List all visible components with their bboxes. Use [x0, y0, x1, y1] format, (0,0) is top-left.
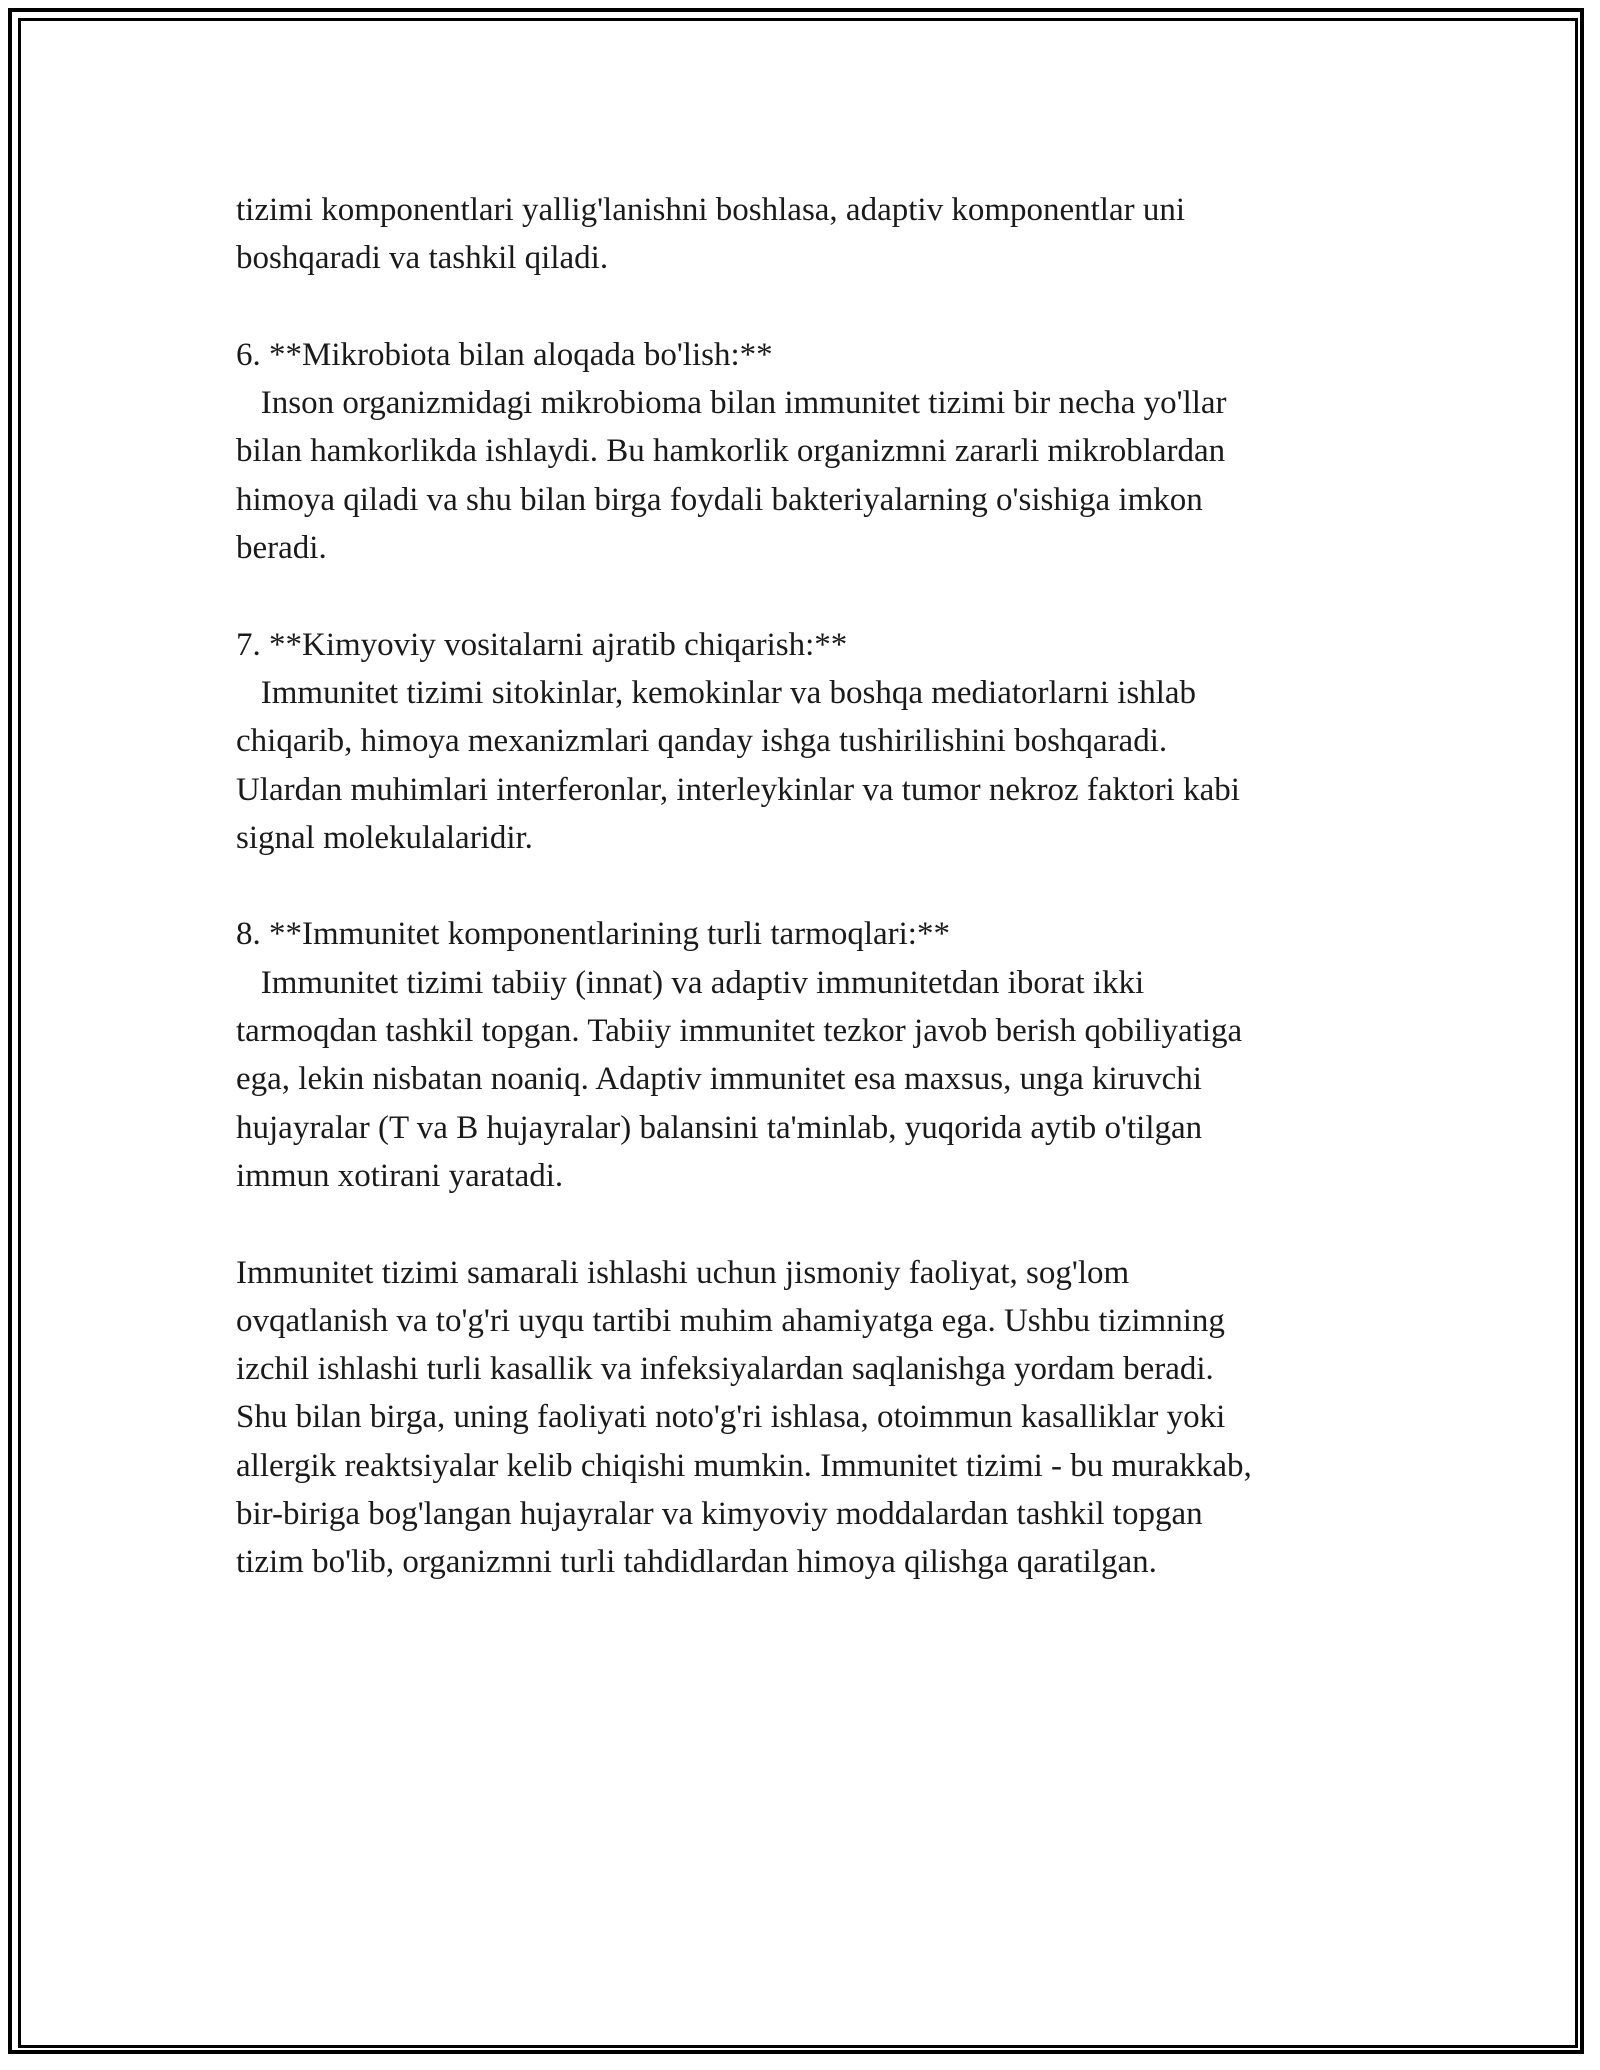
- paragraph-gap: [236, 572, 1396, 620]
- text-line: immun xotirani yaratadi.: [236, 1157, 564, 1194]
- text-line: Immunitet tizimi sitokinlar, kemokinlar va boshqa mediatorlarni ishlab: [236, 674, 1197, 711]
- text-line: allergik reaktsiyalar kelib chiqishi mumkin. Immunitet tizimi - bu murakkab,: [236, 1447, 1252, 1484]
- document-body: [236, 186, 1396, 1587]
- text-line: signal molekulalaridir.: [236, 819, 533, 856]
- paragraph-gap: [236, 283, 1396, 331]
- text-line: izchil ishlashi turli kasallik va infeksiyalardan saqlanishga yordam beradi.: [236, 1351, 1214, 1388]
- text-line: Immunitet tizimi samarali ishlashi uchun jismoniy faoliyat, sog'lom: [236, 1254, 1130, 1291]
- text-line: tizim bo'lib, organizmni turli tahdidlardan himoya qilishga qaratilgan.: [236, 1544, 1157, 1581]
- text-line: ovqatlanish va to'g'ri uyqu tartibi muhim ahamiyatga ega. Ushbu tizimning: [236, 1302, 1225, 1339]
- text-line: boshqaradi va tashkil qiladi.: [236, 240, 609, 277]
- text-line: ega, lekin nisbatan noaniq. Adaptiv immunitet esa maxsus, unga kiruvchi: [236, 1061, 1202, 1098]
- text-line: bilan hamkorlikda ishlaydi. Bu hamkorlik organizmni zararli mikroblardan: [236, 433, 1226, 470]
- section-8: [236, 910, 1396, 1200]
- conclusion-paragraph: [236, 1249, 1396, 1587]
- text-line: beradi.: [236, 530, 327, 567]
- text-line: Shu bilan birga, uning faoliyati noto'g'ri ishlasa, otoimmun kasalliklar yoki: [236, 1399, 1226, 1436]
- text-line: Immunitet tizimi tabiiy (innat) va adaptiv immunitetdan iborat ikki: [236, 964, 1145, 1001]
- paragraph-gap: [236, 862, 1396, 910]
- text-line: himoya qiladi va shu bilan birga foydali bakteriyalarning o'sishiga imkon: [236, 481, 1203, 518]
- section-6: [236, 331, 1396, 572]
- text-line: Ulardan muhimlari interferonlar, interleykinlar va tumor nekroz faktori kabi: [236, 771, 1240, 808]
- text-line: tizimi komponentlari yallig'lanishni boshlasa, adaptiv komponentlar uni: [236, 192, 1186, 228]
- text-line: tarmoqdan tashkil topgan. Tabiiy immunitet tezkor javob berish qobiliyatiga: [236, 1013, 1243, 1050]
- text-line: bir-biriga bog'langan hujayralar va kimyoviy moddalardan tashkil topgan: [236, 1496, 1203, 1533]
- paragraph-gap: [236, 1200, 1396, 1248]
- text-line: Inson organizmidagi mikrobioma bilan immunitet tizimi bir necha yo'llar: [236, 385, 1227, 422]
- section-heading: 6. **Mikrobiota bilan aloqada bo'lish:**: [236, 336, 773, 373]
- section-7: [236, 621, 1396, 862]
- text-line: hujayralar (T va B hujayralar) balansini ta'minlab, yuqorida aytib o'tilgan: [236, 1109, 1203, 1146]
- section-heading: 8. **Immunitet komponentlarining turli tarmoqlari:**: [236, 916, 950, 953]
- section-heading: 7. **Kimyoviy vositalarni ajratib chiqarish:**: [236, 626, 848, 663]
- intro-paragraph: [236, 186, 1396, 283]
- text-line: chiqarib, himoya mexanizmlari qanday ishga tushirilishini boshqaradi.: [236, 723, 1168, 760]
